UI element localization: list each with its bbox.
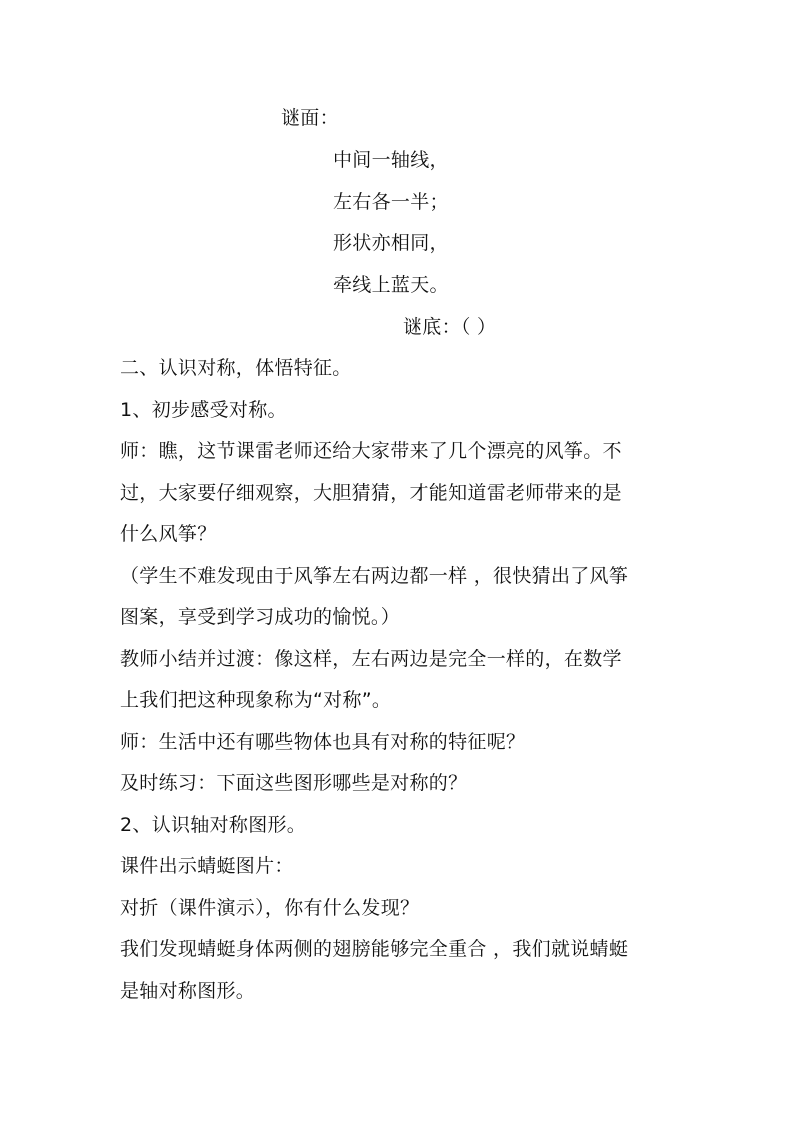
subsection-heading: 2、认识轴对称图形。 [120, 814, 307, 836]
section-heading: 二、认识对称，体悟特征。 [120, 357, 352, 379]
paragraph-line: 过，大家要仔细观察，大胆猜猜，才能知道雷老师带来的是 [120, 482, 622, 504]
riddle-line: 左右各一半； [333, 191, 449, 213]
riddle-line: 牵线上蓝天。 [333, 274, 449, 296]
paragraph-line: 及时练习：下面这些图形哪些是对称的？ [120, 772, 468, 794]
paragraph-line: 图案，享受到学习成功的愉悦。） [120, 606, 401, 628]
paragraph-line: 是轴对称图形。 [120, 980, 256, 1002]
paragraph-line: 课件出示蜻蜓图片： [120, 855, 294, 877]
paragraph-line: （学生不难发现由于风筝左右两边都一样 ，很快猜出了风筝 [120, 565, 629, 587]
paragraph-line: 什么风筝？ [120, 523, 217, 545]
subsection-heading: 1、初步感受对称。 [120, 399, 287, 421]
riddle-line: 中间一轴线， [333, 149, 449, 171]
paragraph-line: 教师小结并过渡：像这样，左右两边是完全一样的，在数学 [120, 648, 622, 670]
paragraph-line: 上我们把这种现象称为“对称”。 [120, 689, 392, 711]
riddle-label: 谜面： [281, 107, 339, 129]
paragraph-line: 师：瞧，这节课雷老师还给大家带来了几个漂亮的风筝。不 [120, 440, 622, 462]
riddle-line: 形状亦相同， [333, 232, 449, 254]
paragraph-line: 对折（课件演示），你有什么发现？ [120, 897, 420, 919]
riddle-answer: 谜底：（ ） [403, 316, 497, 338]
paragraph-line: 我们发现蜻蜓身体两侧的翅膀能够完全重合 ，我们就说蜻蜓 [120, 938, 629, 960]
paragraph-line: 师：生活中还有哪些物体也具有对称的特征呢？ [120, 731, 526, 753]
